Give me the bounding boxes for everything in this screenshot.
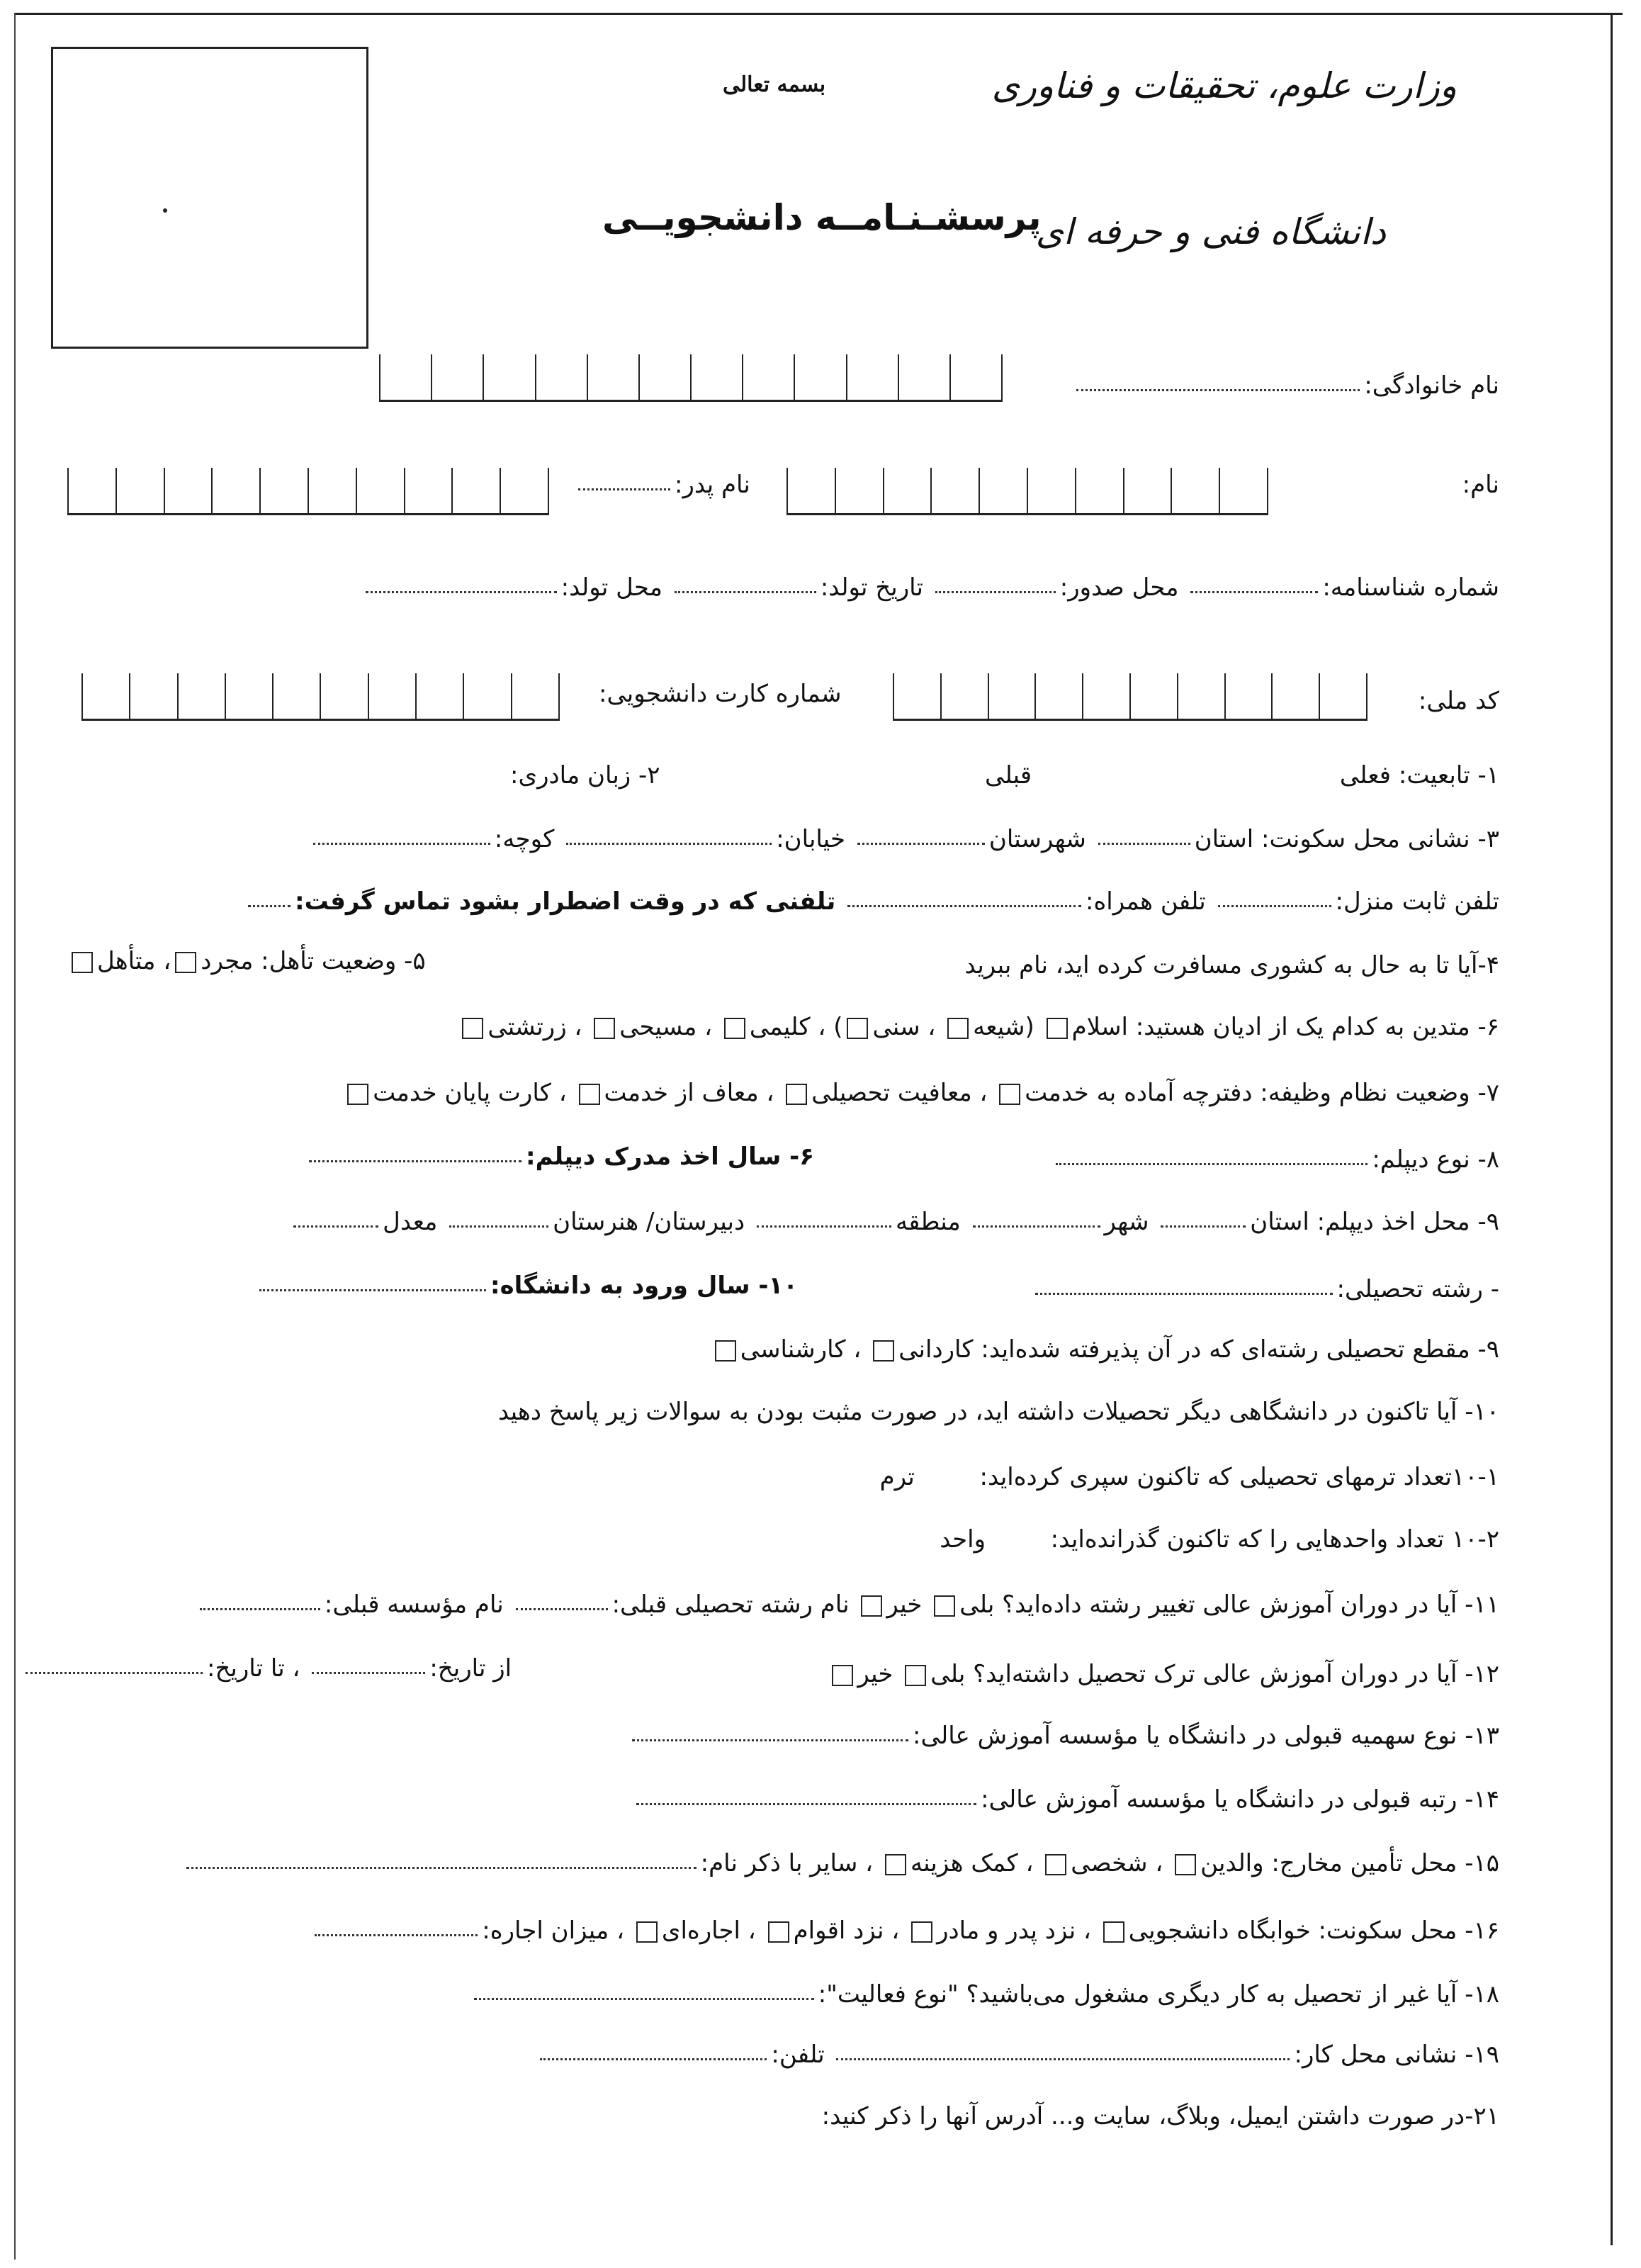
frame-right-line bbox=[1611, 13, 1613, 2245]
father-name-row bbox=[574, 468, 750, 502]
q15-label: ۱۵- محل تأمین مخارج: والدین bbox=[1200, 1849, 1499, 1877]
q10-2-label: ۱۰-۲ تعداد واحدهایی را که تاکنون گذرانده‌اید: bbox=[1050, 1525, 1499, 1554]
q7-row bbox=[343, 1076, 1499, 1110]
diploma-average-dots[interactable] bbox=[293, 1218, 378, 1228]
exempt-service-checkbox[interactable] bbox=[579, 1084, 600, 1105]
mobile-dots[interactable] bbox=[847, 898, 1081, 907]
ready-service-checkbox[interactable] bbox=[999, 1084, 1020, 1105]
q6-label: ۶- متدین به کدام یک از ادیان هستید: اسلام bbox=[1071, 1013, 1499, 1041]
q9b-bachelor: ، کارشناسی bbox=[740, 1335, 862, 1364]
q15-other-dots[interactable] bbox=[186, 1860, 697, 1869]
q8-label: ۸- نوع دیپلم: bbox=[1372, 1145, 1499, 1174]
q8-year-row bbox=[305, 1140, 814, 1174]
home-phone-dots[interactable] bbox=[1218, 898, 1331, 907]
id-number-label: شماره شناسنامه: bbox=[1322, 573, 1499, 602]
q4-travel: ۴-آیا تا به حال به کشوری مسافرت کرده اید، نام ببرید bbox=[964, 951, 1499, 979]
q6-shia: (شیعه bbox=[973, 1013, 1034, 1041]
diploma-school-dots[interactable] bbox=[449, 1218, 548, 1228]
q11-prev-field: نام رشته تحصیلی قبلی: bbox=[611, 1590, 850, 1619]
work-address-dots[interactable] bbox=[836, 2051, 1290, 2060]
islam-checkbox[interactable] bbox=[1047, 1018, 1068, 1039]
frame-top-line bbox=[14, 13, 1623, 15]
q15-row bbox=[182, 1846, 1499, 1880]
birth-date-dots[interactable] bbox=[675, 584, 816, 593]
q9-region: منطقه bbox=[895, 1208, 961, 1236]
q10-1-unit: ترم bbox=[879, 1463, 915, 1491]
associate-checkbox[interactable] bbox=[873, 1340, 894, 1362]
q10-2-row bbox=[940, 1522, 1499, 1556]
q3-label: ۳- نشانی محل سکونت: استان bbox=[1194, 825, 1499, 853]
issue-place-label: محل صدور: bbox=[1059, 573, 1179, 602]
q2-mother-tongue: ۲- زبان مادری: bbox=[510, 761, 660, 790]
q18-label: ۱۸- آیا غیر از تحصیل به کار دیگری مشغول می‌باشید؟ "نوع فعالیت": bbox=[818, 1980, 1499, 2009]
q10-2-unit: واحد bbox=[940, 1525, 986, 1554]
q16-relatives: ، نزد اقوام bbox=[793, 1916, 900, 1945]
q9-city: شهر bbox=[1104, 1208, 1149, 1236]
name-boxes[interactable] bbox=[786, 468, 1268, 515]
q6-kalimi: ، کلیمی bbox=[749, 1013, 826, 1041]
q12-dates bbox=[21, 1651, 512, 1685]
q5-marital bbox=[67, 944, 426, 978]
field-study-dots[interactable] bbox=[1035, 1286, 1333, 1295]
aid-checkbox[interactable] bbox=[885, 1854, 906, 1875]
name-label: نام: bbox=[1462, 471, 1499, 499]
diploma-year-label: ۶- سال اخذ مدرک دیپلم: bbox=[526, 1143, 815, 1171]
national-code-boxes[interactable] bbox=[893, 673, 1368, 721]
single-checkbox[interactable] bbox=[175, 952, 196, 973]
q7-label: ۷- وضعیت نظام وظیفه: دفترچه آماده به خدمت bbox=[1025, 1079, 1499, 1107]
q16-row bbox=[310, 1914, 1499, 1948]
q10-1-row bbox=[880, 1460, 1499, 1494]
id-row bbox=[361, 571, 1499, 605]
student-card-boxes[interactable] bbox=[81, 673, 560, 721]
birth-date-label: تاریخ تولد: bbox=[820, 573, 923, 602]
q6-masihi: ، مسیحی bbox=[619, 1013, 713, 1041]
student-card-label: شماره کارت دانشجویی: bbox=[599, 680, 842, 708]
q5-married: ، متأهل bbox=[97, 947, 171, 975]
q18-row bbox=[470, 1977, 1499, 2011]
q15-aid: ، کمک هزینه bbox=[910, 1849, 1034, 1877]
work-phone-dots[interactable] bbox=[540, 2051, 767, 2060]
diploma-type-dots[interactable] bbox=[1056, 1156, 1368, 1165]
entry-year-dots[interactable] bbox=[259, 1282, 486, 1291]
birth-place-label: محل تولد: bbox=[560, 573, 663, 602]
ministry-title: وزارت علوم، تحقیقات و فناوری bbox=[991, 65, 1457, 106]
family-name-dots[interactable] bbox=[1076, 382, 1360, 391]
prev-field-dots[interactable] bbox=[516, 1601, 608, 1610]
phones-row bbox=[244, 885, 1499, 919]
field-study-row bbox=[1031, 1272, 1499, 1306]
issue-place-dots[interactable] bbox=[935, 584, 1056, 593]
q15-other: ، سایر با ذکر نام: bbox=[700, 1849, 874, 1877]
q11-no-checkbox[interactable] bbox=[861, 1595, 882, 1617]
diploma-province-dots[interactable] bbox=[1161, 1218, 1246, 1228]
q14-label: ۱۴- رتبه قبولی در دانشگاه یا مؤسسه آموزش عالی: bbox=[981, 1785, 1499, 1814]
married-checkbox[interactable] bbox=[72, 952, 93, 973]
q16-rent: ، اجاره‌ای bbox=[661, 1916, 756, 1945]
q12-yes-checkbox[interactable] bbox=[905, 1665, 926, 1686]
field-study-label: - رشته تحصیلی: bbox=[1336, 1275, 1499, 1303]
q7-exempt-study: ، معافیت تحصیلی bbox=[811, 1079, 988, 1107]
q16-rent-amount: ، میزان اجاره: bbox=[482, 1916, 625, 1945]
q13-row bbox=[628, 1719, 1499, 1753]
q1-nationality: ۱- تابعیت: فعلی bbox=[1339, 761, 1499, 790]
q10: ۱۰- آیا تاکنون در دانشگاهی دیگر تحصیلات داشته اید، در صورت مثبت بودن به سوالات زیر پاسخ دهید bbox=[497, 1398, 1499, 1426]
with-parents-checkbox[interactable] bbox=[911, 1921, 932, 1943]
kalimi-checkbox[interactable] bbox=[724, 1018, 745, 1039]
relatives-checkbox[interactable] bbox=[768, 1921, 789, 1943]
q14-row bbox=[632, 1783, 1499, 1817]
home-phone-label: تلفن ثابت منزل: bbox=[1335, 887, 1499, 916]
from-date-dots[interactable] bbox=[312, 1665, 425, 1674]
shia-checkbox[interactable] bbox=[947, 1018, 969, 1039]
sunni-checkbox[interactable] bbox=[847, 1018, 868, 1039]
q14-dots[interactable] bbox=[636, 1796, 976, 1805]
father-name-label: نام پدر: bbox=[675, 471, 750, 499]
bachelor-checkbox[interactable] bbox=[715, 1340, 736, 1362]
q19-label: ۱۹- نشانی محل کار: bbox=[1294, 2040, 1499, 2069]
family-name-label: نام خانوادگی: bbox=[1364, 371, 1499, 400]
q3-province-dots[interactable] bbox=[1098, 836, 1190, 845]
q13-label: ۱۳- نوع سهمیه قبولی در دانشگاه یا مؤسسه آموزش عالی: bbox=[913, 1722, 1499, 1750]
family-name-row bbox=[1072, 369, 1499, 403]
diploma-region-dots[interactable] bbox=[757, 1218, 891, 1228]
q3-street-dots[interactable] bbox=[566, 836, 772, 845]
q10-1-label: ۱۰-۱تعداد ترمهای تحصیلی که تاکنون سپری کرده‌اید: bbox=[979, 1463, 1499, 1491]
entry-year-row bbox=[255, 1269, 798, 1303]
photo-dot bbox=[163, 208, 167, 213]
q9-label: ۹- محل اخذ دیپلم: استان bbox=[1250, 1208, 1499, 1236]
q12-from: از تاریخ: bbox=[429, 1654, 512, 1683]
bismillah: بسمه تعالی bbox=[723, 72, 826, 97]
q16-parents: ، نزد پدر و مادر bbox=[937, 1916, 1091, 1945]
parents-checkbox[interactable] bbox=[1175, 1854, 1196, 1875]
masihi-checkbox[interactable] bbox=[594, 1018, 615, 1039]
entry-year-label: ۱۰- سال ورود به دانشگاه: bbox=[490, 1271, 799, 1300]
q11-row bbox=[196, 1588, 1499, 1622]
rent-amount-dots[interactable] bbox=[315, 1927, 478, 1936]
q11-yes-checkbox[interactable] bbox=[934, 1595, 955, 1617]
q19-phone: تلفن: bbox=[771, 2040, 825, 2069]
q9-row bbox=[289, 1205, 1499, 1239]
emergency-phone-label: تلفنی که در وقت اضطرار بشود تماس گرفت: bbox=[295, 887, 836, 916]
q19-row bbox=[536, 2038, 1499, 2072]
q9b-label: ۹- مقطع تحصیلی رشته‌ای که در آن پذیرفته شده‌اید: کاردانی bbox=[898, 1335, 1499, 1364]
q9-average: معدل bbox=[383, 1208, 438, 1236]
q6-sunni: ، سنی bbox=[872, 1013, 936, 1041]
q3-city-dots[interactable] bbox=[857, 836, 985, 845]
rent-checkbox[interactable] bbox=[636, 1921, 658, 1943]
q13-dots[interactable] bbox=[632, 1732, 908, 1741]
frame-left-line bbox=[14, 13, 16, 2259]
photo-box[interactable] bbox=[51, 47, 368, 349]
father-name-boxes[interactable] bbox=[67, 468, 549, 515]
prev-inst-dots[interactable] bbox=[200, 1601, 320, 1610]
q11-prev-inst: نام مؤسسه قبلی: bbox=[324, 1590, 504, 1619]
q6-row: ۶- متدین به کدام یک از ادیان هستید: اسلام (شیعه ، سنی) ، کلیمی ، مسیحی ، زرتشتی bbox=[458, 1010, 1499, 1044]
q3-alley-dots[interactable] bbox=[313, 836, 490, 845]
mobile-label: تلفن همراه: bbox=[1085, 887, 1206, 916]
exempt-study-checkbox[interactable] bbox=[786, 1084, 807, 1105]
q1-previous: قبلی bbox=[985, 761, 1032, 790]
q11-no: خیر bbox=[886, 1590, 923, 1619]
family-name-boxes[interactable] bbox=[379, 354, 1003, 402]
q8-row bbox=[1051, 1143, 1499, 1177]
q6-zartoshti: ، زرتشتی bbox=[487, 1013, 582, 1041]
q9b-row bbox=[711, 1332, 1499, 1366]
q7-exempt-service: ، معاف از خدمت bbox=[604, 1079, 774, 1107]
personal-checkbox[interactable] bbox=[1045, 1854, 1066, 1875]
emergency-dots[interactable] bbox=[248, 898, 291, 907]
to-date-dots[interactable] bbox=[26, 1665, 203, 1674]
end-card-checkbox[interactable] bbox=[347, 1084, 368, 1105]
q16-label: ۱۶- محل سکونت: خوابگاه دانشجویی bbox=[1128, 1916, 1499, 1945]
q9-school: دبیرستان/ هنرستان bbox=[553, 1208, 745, 1236]
university-name: دانشگاه فنی و حرفه ای bbox=[1035, 211, 1386, 252]
q12-no: خیر bbox=[857, 1660, 893, 1688]
national-code-label: کد ملی: bbox=[1418, 687, 1499, 715]
q15-personal: ، شخصی bbox=[1071, 1849, 1163, 1877]
q12-to: ، تا تاریخ: bbox=[207, 1654, 300, 1683]
q5-label: ۵- وضعیت تأهل: مجرد bbox=[201, 947, 426, 975]
q12-label: ۱۲- آیا در دوران آموزش عالی ترک تحصیل داشته‌اید؟ بلی bbox=[930, 1660, 1499, 1688]
birth-place-dots[interactable] bbox=[366, 584, 557, 593]
id-number-dots[interactable] bbox=[1190, 584, 1318, 593]
diploma-city-dots[interactable] bbox=[973, 1218, 1100, 1228]
q12-row bbox=[828, 1657, 1499, 1691]
q12-no-checkbox[interactable] bbox=[832, 1665, 853, 1686]
father-name-dots[interactable] bbox=[578, 481, 670, 490]
zartoshti-checkbox[interactable] bbox=[462, 1018, 483, 1039]
q3-row bbox=[309, 822, 1499, 856]
q3-city: شهرستان bbox=[988, 825, 1086, 853]
dorm-checkbox[interactable] bbox=[1103, 1921, 1124, 1943]
q3-street: خیابان: bbox=[776, 825, 846, 853]
q21: ۲۱-در صورت داشتن ایمیل، وبلاگ، سایت و... آدرس آنها را ذکر کنید: bbox=[821, 2102, 1499, 2131]
q18-dots[interactable] bbox=[474, 1991, 814, 2000]
q3-alley: کوچه: bbox=[494, 825, 555, 853]
diploma-year-dots[interactable] bbox=[309, 1153, 521, 1162]
page-title: پرسشـنـامــه دانشجویــی bbox=[602, 197, 1042, 238]
q11-label: ۱۱- آیا در دوران آموزش عالی تغییر رشته داده‌اید؟ بلی bbox=[959, 1590, 1499, 1619]
q7-end-card: ، کارت پایان خدمت bbox=[373, 1079, 567, 1107]
